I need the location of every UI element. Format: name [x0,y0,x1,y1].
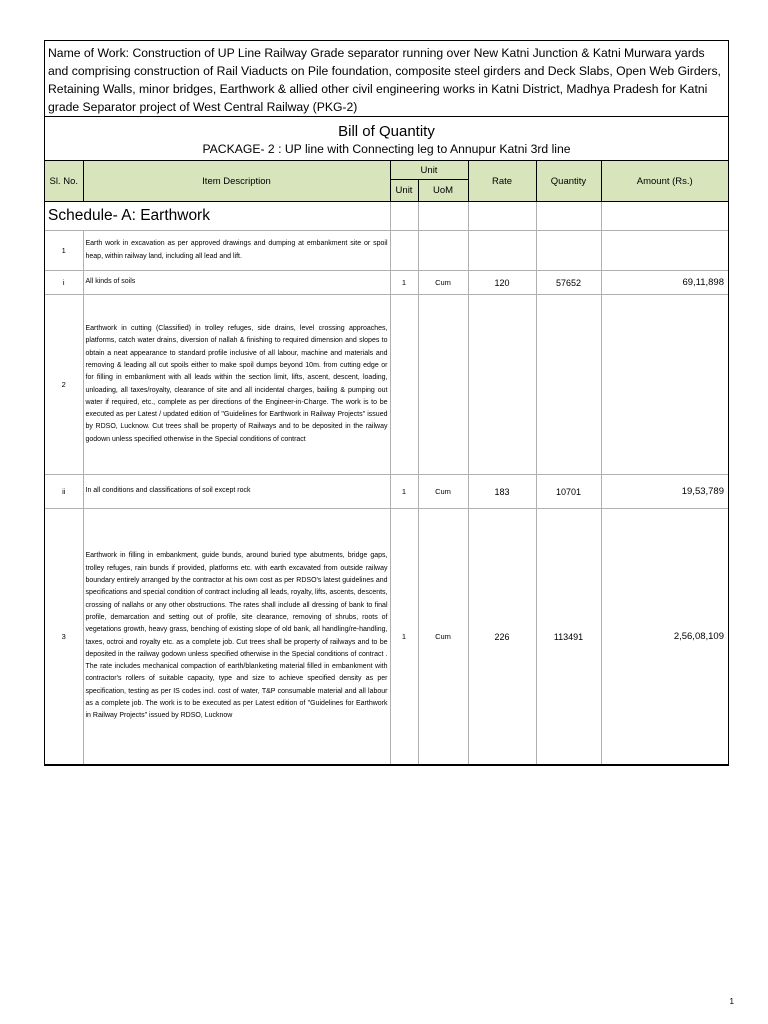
row-uom [418,231,468,271]
row-amount: 19,53,789 [601,475,728,509]
col-header-unit-group: Unit [390,161,468,180]
boq-sheet [44,40,729,766]
boq-table [45,161,728,765]
row-amount: 2,56,08,109 [601,509,728,765]
row-rate: 226 [468,509,536,765]
row-quantity: 57652 [536,271,601,295]
boq-title: Bill of Quantity [338,123,435,140]
row-rate [468,231,536,271]
row-sl-no: 3 [45,509,83,765]
row-uom: Cum [418,475,468,509]
row-sl-no: i [45,271,83,295]
row-rate [468,295,536,475]
table-row [45,475,728,509]
table-row [45,271,728,295]
row-unit: 1 [390,509,418,765]
table-row [45,295,728,475]
schedule-row [45,202,728,231]
name-of-work [45,41,728,117]
schedule-empty-cell [536,202,601,231]
page-number: 1 [729,997,734,1006]
row-uom: Cum [418,271,468,295]
row-rate: 183 [468,475,536,509]
table-row [45,509,728,765]
row-sl-no: 1 [45,231,83,271]
row-amount [601,295,728,475]
name-of-work-label: Name of Work: [48,46,130,60]
row-unit [390,295,418,475]
name-of-work-text: Construction of UP Line Railway Grade separator running over New Katni Junction & Katni Murwara yards and comprising construction of Rail Viaducts on Pile foundation, composite steel girders and Deck Slabs, Open Web Girders, Retaining Walls, minor bridges, Earthwork & allied other civil engineering works in Katni District, Madhya Pradesh for Katni grade Separator project of West Central Railway (PKG-2) [48,46,721,114]
row-amount [601,231,728,271]
col-header-item-description: Item Description [83,161,390,202]
header-row-top [45,161,728,180]
row-sl-no: 2 [45,295,83,475]
row-quantity [536,231,601,271]
schedule-empty-cell [390,202,418,231]
col-header-uom: UoM [418,180,468,202]
row-unit: 1 [390,271,418,295]
row-uom [418,295,468,475]
col-header-unit: Unit [390,180,418,202]
row-quantity: 113491 [536,509,601,765]
boq-subtitle: PACKAGE- 2 : UP line with Connecting leg to Annupur Katni 3rd line [202,142,571,156]
row-item-description: In all conditions and classifications of soil except rock [83,475,390,509]
row-item-description: Earthwork in cutting (Classified) in trolley refuges, side drains, level crossing approaches, platforms, catch water drains, diversion of nallah & finishing to required dimension and slopes to obtain a neat appearance to standard profile inclusive of all labour, machine and materials and removing & leading all cut spoils either to make spoil dumps beyond 10m. from cutting edge or for filling in embankment with all leads within the section limit, lifts, ascent, descent, loading, unloading, all taxes/royalty, clearance of site and all incidental charges, bailing & pumping out water if required, etc., complete as per directions of the Engineer-in-Charge. The work is to be executed as per Latest / updated edition of "Guidelines for Earthwork in Railway Projects" issued by RDSO, Lucknow. Cut trees shall be property of Railways and to be deposited in the railway godown unless specified otherwise in the Special conditions of contract [83,295,390,475]
boq-heading [45,117,728,161]
schedule-empty-cell [468,202,536,231]
table-row [45,231,728,271]
row-item-description: Earth work in excavation as per approved drawings and dumping at embankment site or spoil heap, within railway land, including all lead and lift. [83,231,390,271]
schedule-empty-cell [601,202,728,231]
row-quantity: 10701 [536,475,601,509]
row-sl-no: ii [45,475,83,509]
schedule-empty-cell [418,202,468,231]
col-header-amount: Amount (Rs.) [601,161,728,202]
row-rate: 120 [468,271,536,295]
row-uom: Cum [418,509,468,765]
row-item-description: All kinds of soils [83,271,390,295]
row-item-description: Earthwork in filling in embankment, guide bunds, around buried type abutments, bridge gaps, trolley refuges, rain bunds if provided, platforms etc. with earth excavated from outside railway boundary entirely arranged by the contractor at his own cost as per RDSO's latest guidelines and specifications and special condition of contract including all leads, royalty, lifts, ascents, descents, crossing of nallahs or any other obstructions. The rates shall include all dressing of bank to final profile, demarcation and setting out of profile, site clearance, removing of shrubs, roots of vegetations growth, heavy grass, benching of existing slope of old bank, all handling/re-handling, taxes, octroi and royalty etc. as a complete job. Cut trees shall be property of railways and to be deposited in the railway godown unless specified otherwise in the Special conditions of contract . The rate includes mechanical compaction of earth/blanketing material filled in embankment with contractor's rollers of suitable capacity, type and size to achieve specified density as per specification, testing as per IS codes incl. cost of water, T&P consumable material and all labour as a complete job. The work is to be executed as per Latest edition of "Guidelines for Earthwork in Railway Projects" issued by RDSO, Lucknow [83,509,390,765]
col-header-quantity: Quantity [536,161,601,202]
row-quantity [536,295,601,475]
row-unit [390,231,418,271]
row-unit: 1 [390,475,418,509]
col-header-sl-no: Sl. No. [45,161,83,202]
row-amount: 69,11,898 [601,271,728,295]
col-header-rate: Rate [468,161,536,202]
schedule-title: Schedule- A: Earthwork [45,202,390,231]
